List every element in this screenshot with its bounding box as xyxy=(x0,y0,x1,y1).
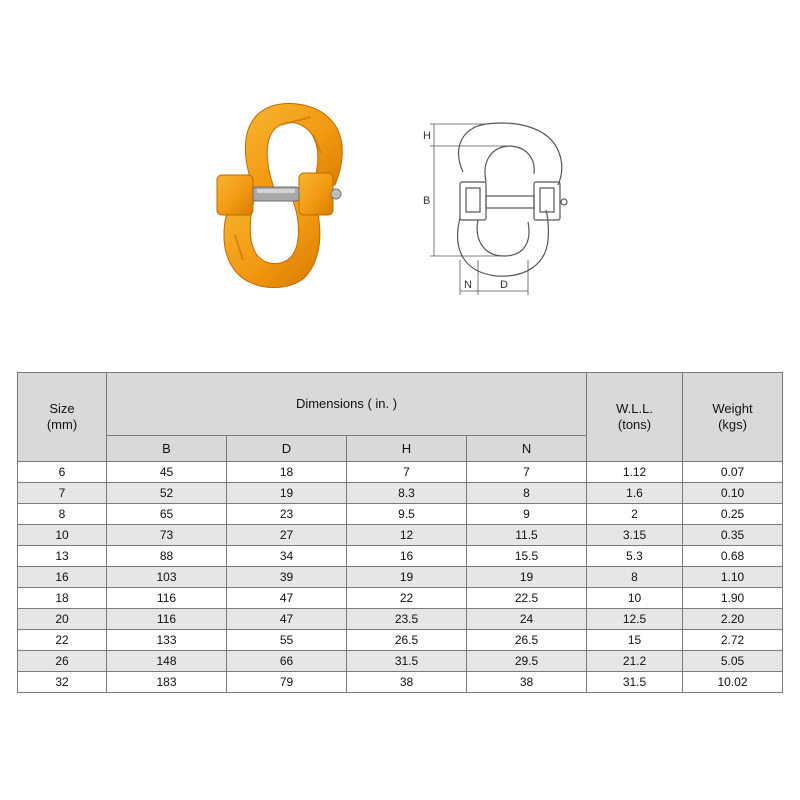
table-row xyxy=(18,567,783,588)
cell-h: 16 xyxy=(347,546,467,567)
cell-d: 34 xyxy=(227,546,347,567)
table-row xyxy=(18,546,783,567)
cell-b: 103 xyxy=(107,567,227,588)
cell-size: 22 xyxy=(18,630,107,651)
cell-wll: 3.15 xyxy=(587,525,683,546)
cell-size: 20 xyxy=(18,609,107,630)
cell-weight: 2.20 xyxy=(683,609,783,630)
header-weight xyxy=(683,373,783,462)
cell-h: 22 xyxy=(347,588,467,609)
header-size-line1: Size xyxy=(49,401,75,416)
cell-wll: 5.3 xyxy=(587,546,683,567)
cell-d: 39 xyxy=(227,567,347,588)
cell-wll: 21.2 xyxy=(587,651,683,672)
cell-n: 8 xyxy=(467,483,587,504)
header-n: N xyxy=(467,436,587,462)
cell-h: 7 xyxy=(347,462,467,483)
cell-size: 13 xyxy=(18,546,107,567)
cell-n: 9 xyxy=(467,504,587,525)
cell-b: 133 xyxy=(107,630,227,651)
cell-d: 47 xyxy=(227,609,347,630)
cell-wll: 10 xyxy=(587,588,683,609)
table-row xyxy=(18,609,783,630)
cell-n: 7 xyxy=(467,462,587,483)
cell-d: 47 xyxy=(227,588,347,609)
cell-size: 7 xyxy=(18,483,107,504)
cell-b: 148 xyxy=(107,651,227,672)
cell-wll: 1.6 xyxy=(587,483,683,504)
header-dimensions: Dimensions ( in. ) xyxy=(107,373,587,436)
cell-wll: 2 xyxy=(587,504,683,525)
cell-n: 38 xyxy=(467,672,587,693)
cell-h: 19 xyxy=(347,567,467,588)
cell-size: 18 xyxy=(18,588,107,609)
cell-wll: 31.5 xyxy=(587,672,683,693)
dimension-label-b: B xyxy=(423,195,431,207)
cell-wll: 8 xyxy=(587,567,683,588)
cell-weight: 0.10 xyxy=(683,483,783,504)
cell-weight: 0.68 xyxy=(683,546,783,567)
table-row xyxy=(18,483,783,504)
cell-b: 116 xyxy=(107,588,227,609)
cell-wll: 15 xyxy=(587,630,683,651)
cell-n: 29.5 xyxy=(467,651,587,672)
cell-d: 19 xyxy=(227,483,347,504)
cell-h: 8.3 xyxy=(347,483,467,504)
cell-d: 66 xyxy=(227,651,347,672)
table-row xyxy=(18,672,783,693)
cell-b: 52 xyxy=(107,483,227,504)
header-weight-line2: (kgs) xyxy=(718,417,747,432)
dimension-label-h: H xyxy=(423,130,431,142)
cell-n: 11.5 xyxy=(467,525,587,546)
table-body xyxy=(18,462,783,693)
cell-b: 116 xyxy=(107,609,227,630)
cell-size: 8 xyxy=(18,504,107,525)
cell-size: 6 xyxy=(18,462,107,483)
header-size xyxy=(18,373,107,462)
cell-b: 183 xyxy=(107,672,227,693)
cell-n: 24 xyxy=(467,609,587,630)
connecting-link-photo xyxy=(195,95,370,300)
table-row xyxy=(18,651,783,672)
cell-size: 16 xyxy=(18,567,107,588)
cell-weight: 0.25 xyxy=(683,504,783,525)
cell-h: 12 xyxy=(347,525,467,546)
cell-h: 26.5 xyxy=(347,630,467,651)
table-row xyxy=(18,525,783,546)
cell-h: 9.5 xyxy=(347,504,467,525)
cell-n: 26.5 xyxy=(467,630,587,651)
connecting-link-drawing xyxy=(408,110,588,305)
dimension-label-d: D xyxy=(500,279,508,291)
cell-d: 55 xyxy=(227,630,347,651)
cell-d: 18 xyxy=(227,462,347,483)
specification-table xyxy=(17,372,783,693)
cell-n: 22.5 xyxy=(467,588,587,609)
cell-d: 23 xyxy=(227,504,347,525)
cell-weight: 1.90 xyxy=(683,588,783,609)
header-d: D xyxy=(227,436,347,462)
cell-size: 10 xyxy=(18,525,107,546)
cell-b: 45 xyxy=(107,462,227,483)
cell-wll: 1.12 xyxy=(587,462,683,483)
header-wll-line1: W.L.L. xyxy=(616,401,653,416)
cell-size: 26 xyxy=(18,651,107,672)
cell-h: 38 xyxy=(347,672,467,693)
dimension-label-n: N xyxy=(464,279,472,291)
header-b: B xyxy=(107,436,227,462)
table-row xyxy=(18,630,783,651)
table-row xyxy=(18,462,783,483)
cell-h: 31.5 xyxy=(347,651,467,672)
cell-b: 65 xyxy=(107,504,227,525)
header-wll-line2: (tons) xyxy=(617,417,652,432)
table-row xyxy=(18,504,783,525)
table-row xyxy=(18,588,783,609)
cell-n: 15.5 xyxy=(467,546,587,567)
header-wll xyxy=(587,373,683,462)
cell-weight: 0.07 xyxy=(683,462,783,483)
cell-weight: 2.72 xyxy=(683,630,783,651)
header-size-line2: (mm) xyxy=(46,417,78,432)
cell-n: 19 xyxy=(467,567,587,588)
cell-weight: 1.10 xyxy=(683,567,783,588)
cell-b: 73 xyxy=(107,525,227,546)
cell-d: 79 xyxy=(227,672,347,693)
cell-wll: 12.5 xyxy=(587,609,683,630)
cell-weight: 0.35 xyxy=(683,525,783,546)
cell-b: 88 xyxy=(107,546,227,567)
cell-h: 23.5 xyxy=(347,609,467,630)
header-weight-line1: Weight xyxy=(712,401,753,416)
cell-d: 27 xyxy=(227,525,347,546)
cell-weight: 10.02 xyxy=(683,672,783,693)
cell-size: 32 xyxy=(18,672,107,693)
header-h: H xyxy=(347,436,467,462)
cell-weight: 5.05 xyxy=(683,651,783,672)
